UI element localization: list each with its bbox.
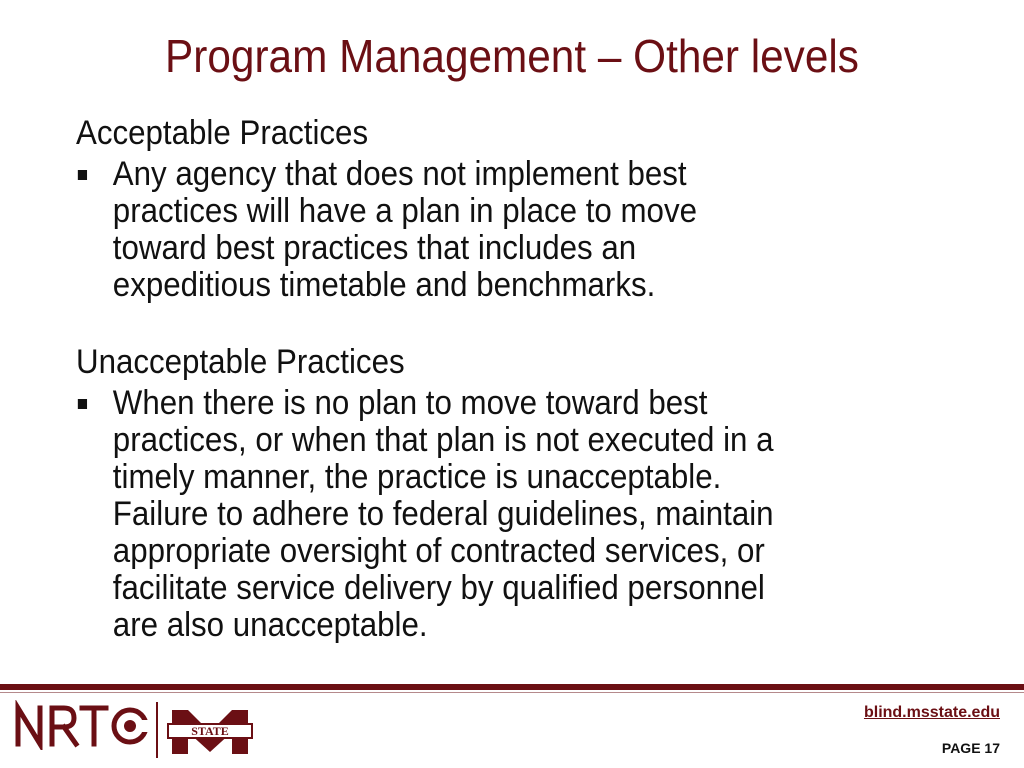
bullet-text-line: expeditious timetable and benchmarks. [112, 266, 656, 304]
msstate-logo-icon [166, 702, 254, 758]
footer-url-link[interactable]: blind.msstate.edu [863, 704, 1000, 721]
bullet-text-line: timely manner, the practice is unacceptable. [112, 458, 722, 496]
section-unacceptable [76, 341, 886, 644]
bullet-item [76, 156, 886, 304]
section-spacer [76, 304, 886, 341]
slide-title: Program Management – Other levels [165, 30, 859, 82]
section-acceptable [76, 112, 886, 304]
page-number: PAGE 17 [941, 740, 1000, 756]
bullet-text-line: toward best practices that includes an [112, 229, 637, 267]
bullet-text-line: Any agency that does not implement best [112, 155, 687, 193]
bullet-text-line: appropriate oversight of contracted services, or [112, 532, 765, 570]
slide-body [76, 112, 886, 644]
bullet-item [76, 385, 886, 644]
section-heading: Unacceptable Practices [76, 343, 405, 381]
bullet-text-line: practices, or when that plan is not executed in a [112, 421, 774, 459]
nrtc-logo-icon [14, 700, 154, 750]
msstate-logo-text: STATE [191, 724, 229, 738]
bullet-text-line: When there is no plan to move toward best [112, 384, 708, 422]
section-heading: Acceptable Practices [76, 114, 369, 152]
bullet-text-line: Failure to adhere to federal guidelines, maintain [112, 495, 774, 533]
bullet-text-line: practices will have a plan in place to move [112, 192, 698, 230]
footer-divider-line [0, 692, 1024, 693]
bullet-text-line: are also unacceptable. [112, 606, 428, 644]
logo-divider [156, 702, 158, 758]
square-bullet-icon [78, 399, 87, 409]
square-bullet-icon [78, 170, 87, 180]
footer-divider-bar [0, 684, 1024, 690]
bullet-text-line: facilitate service delivery by qualified personnel [112, 569, 765, 607]
